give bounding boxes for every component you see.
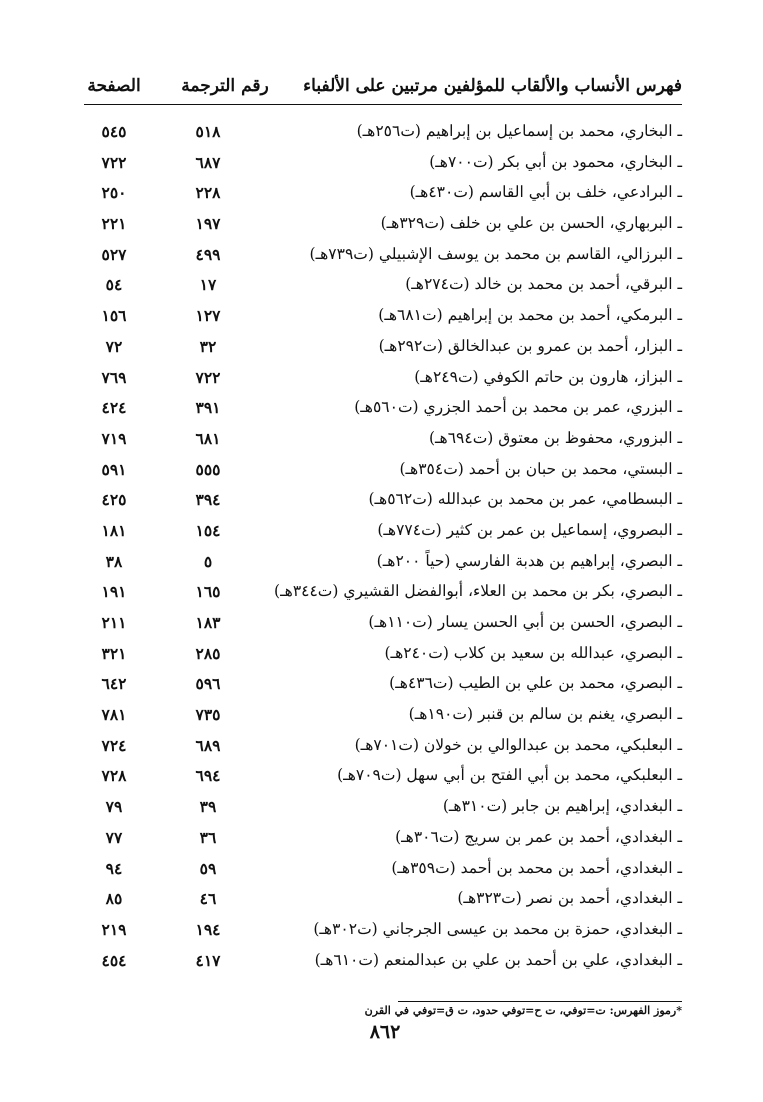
footnote-rule: [398, 1001, 682, 1002]
index-row: [84, 732, 682, 763]
index-row: [84, 271, 682, 302]
page-reference: ٥٤٥: [101, 122, 127, 141]
index-row: [84, 793, 682, 824]
biography-number: ٤٦: [199, 889, 217, 909]
index-row: [84, 486, 682, 517]
page-reference: ٢٢١: [101, 214, 127, 234]
author-entry: ـ البغدادي، أحمد بن محمد بن أحمد (ت٣٥٩هـ): [391, 858, 682, 877]
index-list: [84, 118, 682, 977]
page-reference: ٦٤٢: [101, 674, 127, 694]
author-entry: ـ البغدادي، أحمد بن عمر بن سريج (ت٣٠٦هـ): [395, 827, 682, 846]
biography-number: ٥٥٥: [195, 459, 221, 479]
index-row: [84, 640, 682, 671]
biography-number: ٥: [203, 551, 213, 571]
biography-number: ١٩٤: [195, 919, 221, 939]
author-entry: ـ البربهاري، الحسن بن علي بن خلف (ت٣٢٩هـ): [380, 214, 682, 233]
biography-number: ٧٢٢: [195, 367, 221, 387]
author-entry: ـ البصري، عبدالله بن سعيد بن كلاب (ت٢٤٠هـ): [384, 643, 682, 662]
biography-number: ٣٩: [199, 797, 217, 817]
author-entry: ـ البصري، الحسن بن أبي الحسن يسار (ت١١٠هـ): [368, 613, 682, 631]
biography-number: ٥٩: [199, 858, 217, 878]
header-rule: [84, 104, 682, 105]
page-reference: ٧٢٢: [101, 152, 127, 172]
biography-number: ٢٢٨: [195, 183, 221, 203]
page-reference: ٧٦٩: [101, 367, 127, 387]
page-reference: ٤٢٥: [101, 490, 127, 510]
index-row: [84, 578, 682, 609]
biography-number: ٦٩٤: [195, 766, 221, 786]
page-reference: ٨٥: [105, 889, 123, 909]
biography-number: ٣٦: [199, 827, 217, 847]
author-entry: ـ البرادعي، خلف بن أبي القاسم (ت٤٣٠هـ): [409, 183, 682, 202]
author-entry: ـ البخاري، محمد بن إسماعيل بن إبراهيم (ت٢٥٦هـ): [356, 122, 682, 140]
index-row: [84, 364, 682, 395]
index-row: [84, 425, 682, 456]
biography-number: ٣٩٤: [195, 490, 221, 510]
biography-number: ٦٨٧: [195, 152, 221, 172]
page-reference: ٧٢٤: [101, 735, 127, 755]
author-entry: ـ البستي، محمد بن حبان بن أحمد (ت٣٥٤هـ): [399, 459, 682, 478]
page-reference: ١٥٦: [101, 306, 127, 326]
author-entry: ـ البعلبكي، محمد بن أبي الفتح بن أبي سهل (ت٧٠٩هـ): [337, 766, 682, 785]
page-number: ٨٦٢: [369, 1021, 401, 1043]
footnote: *رموز الفهرس: ت=توفي، ت ح=توفي حدود، ت ق=توفي في القرن: [364, 1004, 682, 1017]
index-row: [84, 609, 682, 640]
page-reference: ٤٢٤: [101, 398, 127, 418]
author-entry: ـ البزري، عمر بن محمد بن أحمد الجزري (ت٥٦٠هـ): [354, 398, 682, 417]
biography-number: ١٢٧: [195, 306, 221, 326]
page-reference: ٢٥٠: [101, 183, 127, 203]
page-reference: ٣٨: [105, 551, 123, 571]
author-entry: ـ البزوري، محفوظ بن معتوق (ت٦٩٤هـ): [428, 428, 682, 447]
biography-number: ١٧: [199, 275, 217, 295]
author-entry: ـ البغدادي، حمزة بن محمد بن عيسى الجرجاني (ت٣٠٢هـ): [313, 919, 682, 938]
page-reference: ١٨١: [101, 520, 127, 540]
page-reference: ٥٤: [105, 275, 123, 295]
index-row: [84, 762, 682, 793]
index-row: [84, 210, 682, 241]
page-reference: ٥٩١: [101, 459, 127, 479]
author-entry: ـ البسطامي، عمر بن محمد بن عبدالله (ت٥٦٢هـ): [368, 490, 682, 509]
biography-number: ٦٨١: [195, 428, 221, 448]
index-row: [84, 824, 682, 855]
biography-number: ٣٢: [199, 336, 217, 356]
index-row: [84, 241, 682, 272]
index-row: [84, 302, 682, 333]
author-entry: ـ البصروي، إسماعيل بن عمر بن كثير (ت٧٧٤هـ): [377, 520, 682, 539]
author-entry: ـ البرزالي، القاسم بن محمد بن يوسف الإشبيلي (ت٧٣٩هـ): [309, 244, 682, 263]
index-row: [84, 333, 682, 364]
index-row: [84, 885, 682, 916]
index-row: [84, 701, 682, 732]
author-entry: ـ البصري، إبراهيم بن هدبة الفارسي (حياً ٢٠٠هـ): [376, 551, 682, 570]
author-entry: ـ البعلبكي، محمد بن عبدالوالي بن خولان (ت٧٠١هـ): [354, 735, 682, 754]
index-row: [84, 855, 682, 886]
index-row: [84, 670, 682, 701]
biography-number: ٣٩١: [195, 398, 221, 418]
page-reference: ٧٢٨: [101, 766, 127, 786]
author-entry: ـ البصري، محمد بن علي بن الطيب (ت٤٣٦هـ): [389, 674, 682, 693]
biography-number: ٤١٧: [195, 950, 221, 970]
author-entry: ـ البخاري، محمود بن أبي بكر (ت٧٠٠هـ): [429, 152, 682, 171]
author-entry: ـ البصري، يغنم بن سالم بن قنبر (ت١٩٠هـ): [408, 705, 682, 724]
index-row: [84, 456, 682, 487]
index-row: [84, 517, 682, 548]
index-row: [84, 916, 682, 947]
biography-number: ٥٩٦: [195, 674, 221, 694]
page-reference: ٢١٩: [101, 919, 127, 939]
page-reference: ١٩١: [101, 582, 127, 602]
page-reference: ٣٢١: [101, 643, 127, 663]
page-reference: ٧٢: [105, 336, 123, 356]
column-header-page: الصفحة: [87, 76, 141, 96]
biography-number: ١٨٣: [195, 613, 221, 632]
author-entry: ـ البرمكي، أحمد بن محمد بن إبراهيم (ت٦٨١هـ): [378, 306, 682, 325]
author-entry: ـ البزار، أحمد بن عمرو بن عبدالخالق (ت٢٩٢هـ): [378, 336, 682, 355]
biography-number: ٧٣٥: [195, 705, 221, 725]
index-row: [84, 947, 682, 978]
author-entry: ـ البرقي، أحمد بن محمد بن خالد (ت٢٧٤هـ): [405, 275, 682, 294]
biography-number: ٤٩٩: [195, 244, 221, 264]
page-reference: ٢١١: [101, 613, 127, 632]
index-row: [84, 118, 682, 149]
page-reference: ٤٥٤: [101, 950, 127, 970]
biography-number: ١٥٤: [195, 520, 221, 540]
index-row: [84, 548, 682, 579]
author-entry: ـ البغدادي، أحمد بن نصر (ت٣٢٣هـ): [457, 889, 682, 908]
biography-number: ١٩٧: [195, 214, 221, 234]
page-reference: ٥٢٧: [101, 244, 127, 264]
index-row: [84, 179, 682, 210]
author-entry: ـ البغدادي، علي بن أحمد بن علي بن عبدالمنعم (ت٦١٠هـ): [314, 950, 682, 969]
page-reference: ٧٩: [105, 797, 123, 817]
column-header-number: رقم الترجمة: [181, 76, 269, 96]
page-reference: ٧٨١: [101, 705, 127, 725]
author-entry: ـ البغدادي، إبراهيم بن جابر (ت٣١٠هـ): [442, 797, 682, 816]
page-reference: ٧٧: [105, 827, 123, 847]
table-header: [84, 76, 682, 102]
biography-number: ٦٨٩: [195, 735, 221, 755]
biography-number: ١٦٥: [195, 582, 221, 602]
author-entry: ـ البصري، بكر بن محمد بن العلاء، أبوالفضل القشيري (ت٣٤٤هـ): [274, 582, 682, 601]
biography-number: ٢٨٥: [195, 643, 221, 663]
page-title: فهرس الأنساب والألقاب للمؤلفين مرتبين على الألفباء: [303, 76, 682, 96]
author-entry: ـ البزاز، هارون بن حاتم الكوفي (ت٢٤٩هـ): [414, 367, 682, 386]
biography-number: ٥١٨: [195, 122, 221, 141]
index-row: [84, 394, 682, 425]
page-reference: ٧١٩: [101, 428, 127, 448]
index-row: [84, 149, 682, 180]
page-reference: ٩٤: [105, 858, 123, 878]
